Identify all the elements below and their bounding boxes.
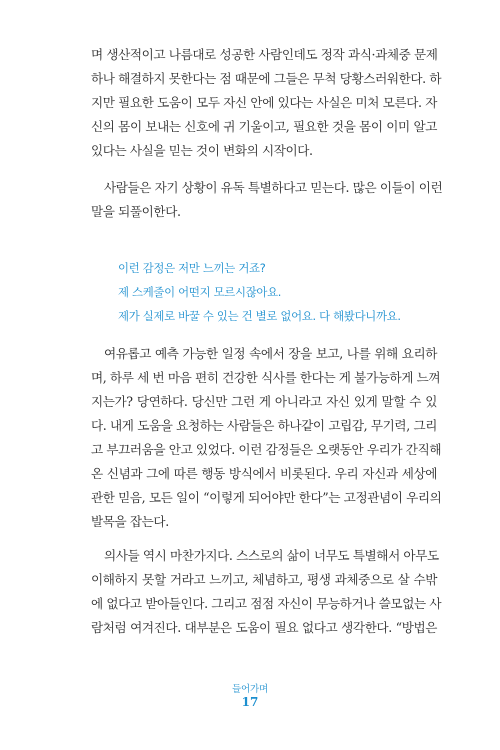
- text-line: 며 생산적이고 나름대로 성공한 사람인데도 정작 과식·과체중 문제: [91, 47, 438, 62]
- text-line: 의사들 역시 마찬가지다. 스스로의 삶이 너무도 특별해서 아무도: [104, 548, 439, 563]
- text-line: 여유롭고 예측 가능한 일정 속에서 장을 보고, 나를 위해 요리하: [104, 346, 437, 361]
- quote-line: 이런 감정은 저만 느끼는 거죠?: [118, 261, 266, 275]
- text-line: 이해하지 못할 거라고 느끼고, 체념하고, 평생 과체중으로 살 수밖: [91, 572, 437, 587]
- paragraph-1: [91, 43, 442, 163]
- text-line: 신의 몸이 보내는 신호에 귀 기울이고, 필요한 것을 몸이 이미 알고: [91, 119, 437, 134]
- paragraph-2: [91, 176, 443, 224]
- text-line: 관한 믿음, 모든 일이 “이렇게 되어야만 한다”는 고정관념이 우리의: [91, 490, 442, 505]
- text-line: 발목을 잡는다.: [91, 514, 169, 529]
- text-line: 사람들은 자기 상황이 유독 특별하다고 믿는다. 많은 이들이 이런: [104, 180, 443, 195]
- text-line: 고 부끄러움을 안고 있었다. 이런 감정들은 오랫동안 우리가 간직해: [91, 442, 442, 457]
- text-line: 지만 필요한 도움이 모두 자신 안에 있다는 사실은 미처 모른다. 자: [91, 95, 437, 110]
- quote-block: [118, 256, 438, 328]
- quote-line: 제가 실제로 바꿀 수 있는 건 별로 없어요. 다 해봤다니까요.: [118, 309, 401, 323]
- running-footer-section: 들어가며: [232, 684, 268, 695]
- text-line: 지는가? 당연하다. 당신만 그런 게 아니라고 자신 있게 말할 수 있: [91, 394, 437, 409]
- text-line: 람처럼 여겨진다. 대부분은 도움이 필요 없다고 생각한다. “방법은: [91, 620, 437, 635]
- text-line: 다. 내게 도움을 요청하는 사람들은 하나같이 고립감, 무기력, 그리: [91, 418, 437, 433]
- text-line: 에 없다고 받아들인다. 그리고 점점 자신이 무능하거나 쓸모없는 사: [91, 596, 442, 611]
- paragraph-4: [91, 544, 442, 640]
- text-line: 말을 되풀이한다.: [91, 204, 181, 219]
- paragraph-3: [91, 342, 442, 534]
- text-line: 있다는 사실을 믿는 것이 변화의 시작이다.: [91, 143, 313, 158]
- quote-line: 제 스케줄이 어떤지 모르시잖아요.: [118, 285, 282, 299]
- text-line: 하나 해결하지 못한다는 점 때문에 그들은 무척 당황스러워한다. 하: [91, 71, 442, 86]
- text-line: 며, 하루 세 번 마음 편히 건강한 식사를 한다는 게 불가능하게 느껴: [91, 370, 441, 385]
- text-line: 온 신념과 그에 따른 행동 방식에서 비롯된다. 우리 자신과 세상에: [91, 466, 437, 481]
- page-number: 17: [241, 695, 259, 709]
